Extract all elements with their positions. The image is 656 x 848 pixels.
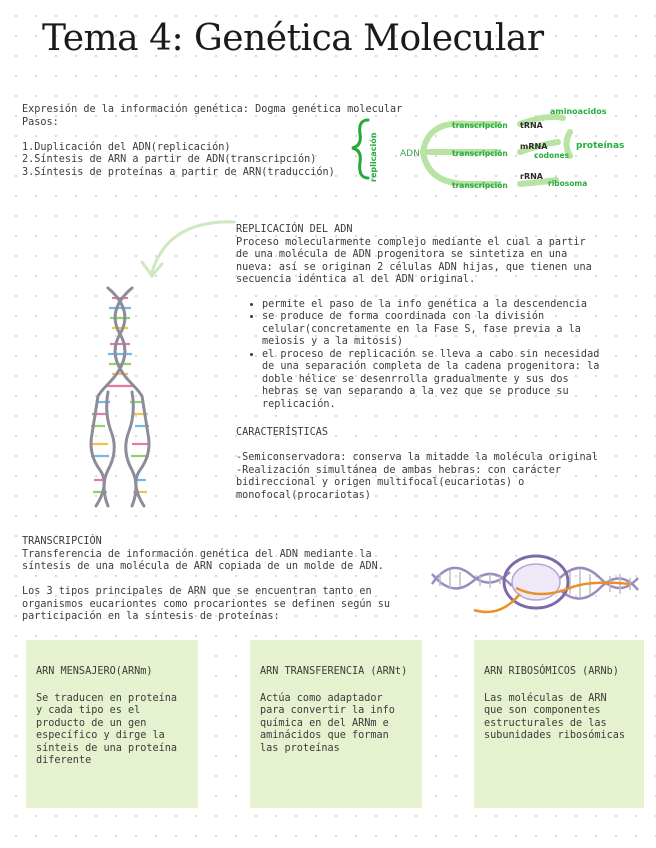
page-title: Tema 4: Genética Molecular: [42, 18, 544, 59]
bullet-line: de una separación completa de la cadena progenitora: la: [262, 361, 600, 372]
intro-line: Pasos:: [22, 116, 59, 128]
replicacion-line: de una molécula de ADN progenitora se sintetiza en una: [236, 249, 568, 260]
bullet-line: • se produce de forma coordinada con la división: [262, 311, 545, 322]
caracteristica-line: -Realización simultánea de ambas hebras: con carácter: [236, 464, 562, 476]
dogma-adn: ADN: [400, 149, 420, 159]
card-line: diferente: [36, 755, 92, 766]
dogma-proteinas: proteínas: [576, 141, 625, 151]
intro-line: 2.Síntesis de ARN a partir de ADN(transcripción): [22, 154, 317, 165]
transcripcion-line: Transferencia de información genética del ADN mediante la: [22, 548, 372, 560]
card-line: las proteínas: [260, 742, 340, 754]
card-line: Se traducen en proteína: [36, 692, 178, 704]
card-arn-transferencia: [250, 640, 422, 808]
intro-line: [22, 129, 402, 142]
replicacion-heading: REPLICACIÓN DEL ADN: [236, 224, 353, 235]
transcripcion-line: organismos eucariontes como procariontes se definen según su: [22, 598, 391, 610]
dogma-trna: tRNA: [520, 121, 543, 130]
card-line: específico y dirge la: [36, 730, 165, 741]
transcripcion-line: Los 3 tipos principales de ARN que se encuentran tanto en: [22, 586, 372, 597]
dogma-transcripcion-1: transcripción: [452, 121, 508, 130]
blank: [236, 440, 636, 453]
dogma-mrna: mRNA: [520, 142, 548, 151]
dna-replication-illustration: [82, 284, 160, 514]
card-line: producto de un gen: [36, 717, 147, 729]
card-line: que son componentes: [484, 705, 601, 716]
card-line: para convertir la info: [260, 705, 395, 716]
card-line: química en del ARNm e: [260, 717, 389, 729]
intro-text: [22, 104, 402, 179]
dogma-diagram: [348, 100, 648, 200]
dogma-replicacion: replicación: [369, 132, 378, 182]
replicacion-line: Proceso molecularmente complejo mediante el cual a partir: [236, 236, 586, 248]
blank: [22, 574, 390, 587]
dogma-ribosoma: ribosoma: [548, 179, 588, 188]
curved-arrow-icon: [138, 216, 238, 286]
transcripcion-heading: TRANSCRIPCIÓN: [22, 536, 102, 547]
caracteristica-line: monofocal(procariotas): [236, 489, 371, 501]
transcripcion-line: síntesis de una molécula de ARN copiada de un molde de ADN.: [22, 561, 384, 572]
transcripcion-section: [22, 536, 390, 624]
replicacion-line: nueva: así se originan 2 células ADN hijas, que tienen una: [236, 261, 592, 273]
bullet-line: celular(concretamente en la Fase S, fase previa a la: [262, 323, 581, 335]
card-arn-mensajero: [26, 640, 198, 808]
bullet-line: • permite el paso de la info genética a la descendencia: [262, 298, 588, 310]
replicacion-section: [236, 224, 636, 502]
caracteristicas-heading: CARACTERÍSTICAS: [236, 427, 329, 438]
caracteristica-line: bidireccional y origen multifocal(eucariotas) o: [236, 477, 525, 488]
bullet-line: replicación.: [262, 398, 336, 410]
dogma-rrna: rRNA: [520, 172, 543, 181]
bullet-item: [262, 349, 636, 412]
bullet-line: • el proceso de replicación se lleva a cabo sin necesidad: [262, 348, 600, 360]
dogma-aminoacidos: aminoacidos: [550, 107, 607, 116]
bullet-item: [262, 311, 636, 349]
card-arn-ribosomicos: [474, 640, 644, 808]
bullet-item: [262, 299, 636, 312]
dogma-transcripcion-2: transcripción: [452, 149, 508, 158]
bullet-line: hebras se van separando a la vez que se produce su: [262, 386, 569, 397]
card-line: y cada tipo es el: [36, 705, 141, 716]
card-title: ARN RIBOSÓMICOS (ARNb): [484, 666, 619, 677]
replicacion-line: secuencia idéntica al del ADN original.: [236, 274, 476, 285]
card-line: estructurales de las: [484, 717, 607, 729]
replicacion-bullets: [236, 299, 636, 412]
transcription-illustration: [430, 548, 640, 620]
bullet-line: doble hélice se desenrrolla gradualmente y sus dos: [262, 373, 569, 385]
card-line: Las moléculas de ARN: [484, 692, 607, 704]
transcripcion-line: participación en la síntesis de proteínas:: [22, 611, 280, 622]
bullet-line: meiosis y a la mitosis): [262, 336, 404, 347]
intro-line: 3.Síntesis de proteínas a partir de ARN(traducción): [22, 166, 335, 178]
intro-line: Expresión de la información genética: Dogma genética molecular: [22, 104, 403, 115]
card-line: aminácidos que forman: [260, 730, 389, 741]
card-title: ARN TRANSFERENCIA (ARNt): [260, 666, 408, 677]
card-line: subunidades ribosómicas: [484, 730, 626, 741]
caracteristica-line: -Semiconservadora: conserva la mitadde la molécula original: [236, 452, 598, 463]
dogma-transcripcion-3: transcripción: [452, 181, 508, 190]
card-title: ARN MENSAJERO(ARNm): [36, 666, 153, 677]
intro-line: 1.Duplicación del ADN(replicación): [22, 141, 231, 153]
card-line: Actúa como adaptador: [260, 692, 383, 704]
dogma-codones: codones: [534, 151, 570, 160]
card-line: sínteis de una proteína: [36, 742, 178, 754]
